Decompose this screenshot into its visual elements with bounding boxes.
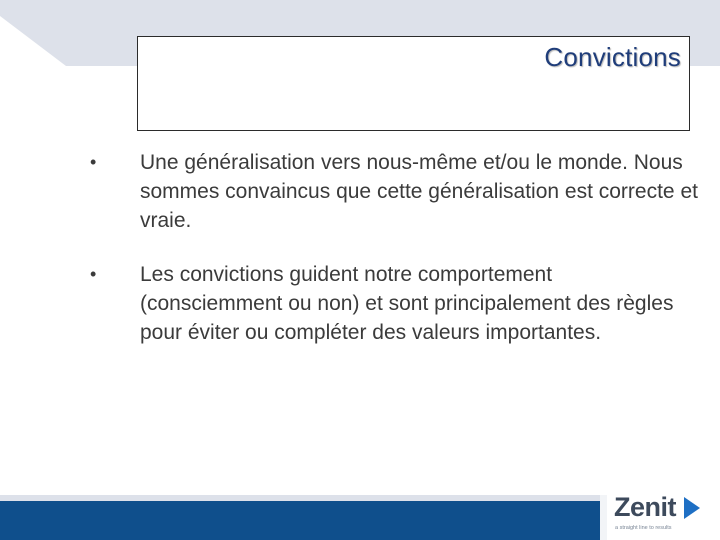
bullet-list bbox=[90, 148, 700, 372]
bullet-marker: • bbox=[90, 152, 97, 172]
logo-arrow-icon bbox=[682, 496, 702, 520]
logo-wordmark: Zenit bbox=[614, 492, 676, 522]
bullet-marker: • bbox=[90, 264, 97, 284]
slide-title: Convictions bbox=[544, 42, 681, 72]
bullet-item bbox=[90, 148, 700, 235]
logo-tagline: a straight line to results bbox=[615, 525, 672, 531]
bullet-text: Une généralisation vers nous-même et/ou le monde. Nous sommes convaincus que cette généralisation est correcte et vraie. bbox=[140, 151, 698, 232]
bullet-item bbox=[90, 260, 700, 347]
zenit-logo bbox=[612, 494, 712, 534]
bullet-text: Les convictions guident notre comportement (consciemment ou non) et sont principalement des règles pour éviter ou compléter des valeurs importantes. bbox=[140, 263, 674, 344]
title-box bbox=[137, 36, 690, 131]
